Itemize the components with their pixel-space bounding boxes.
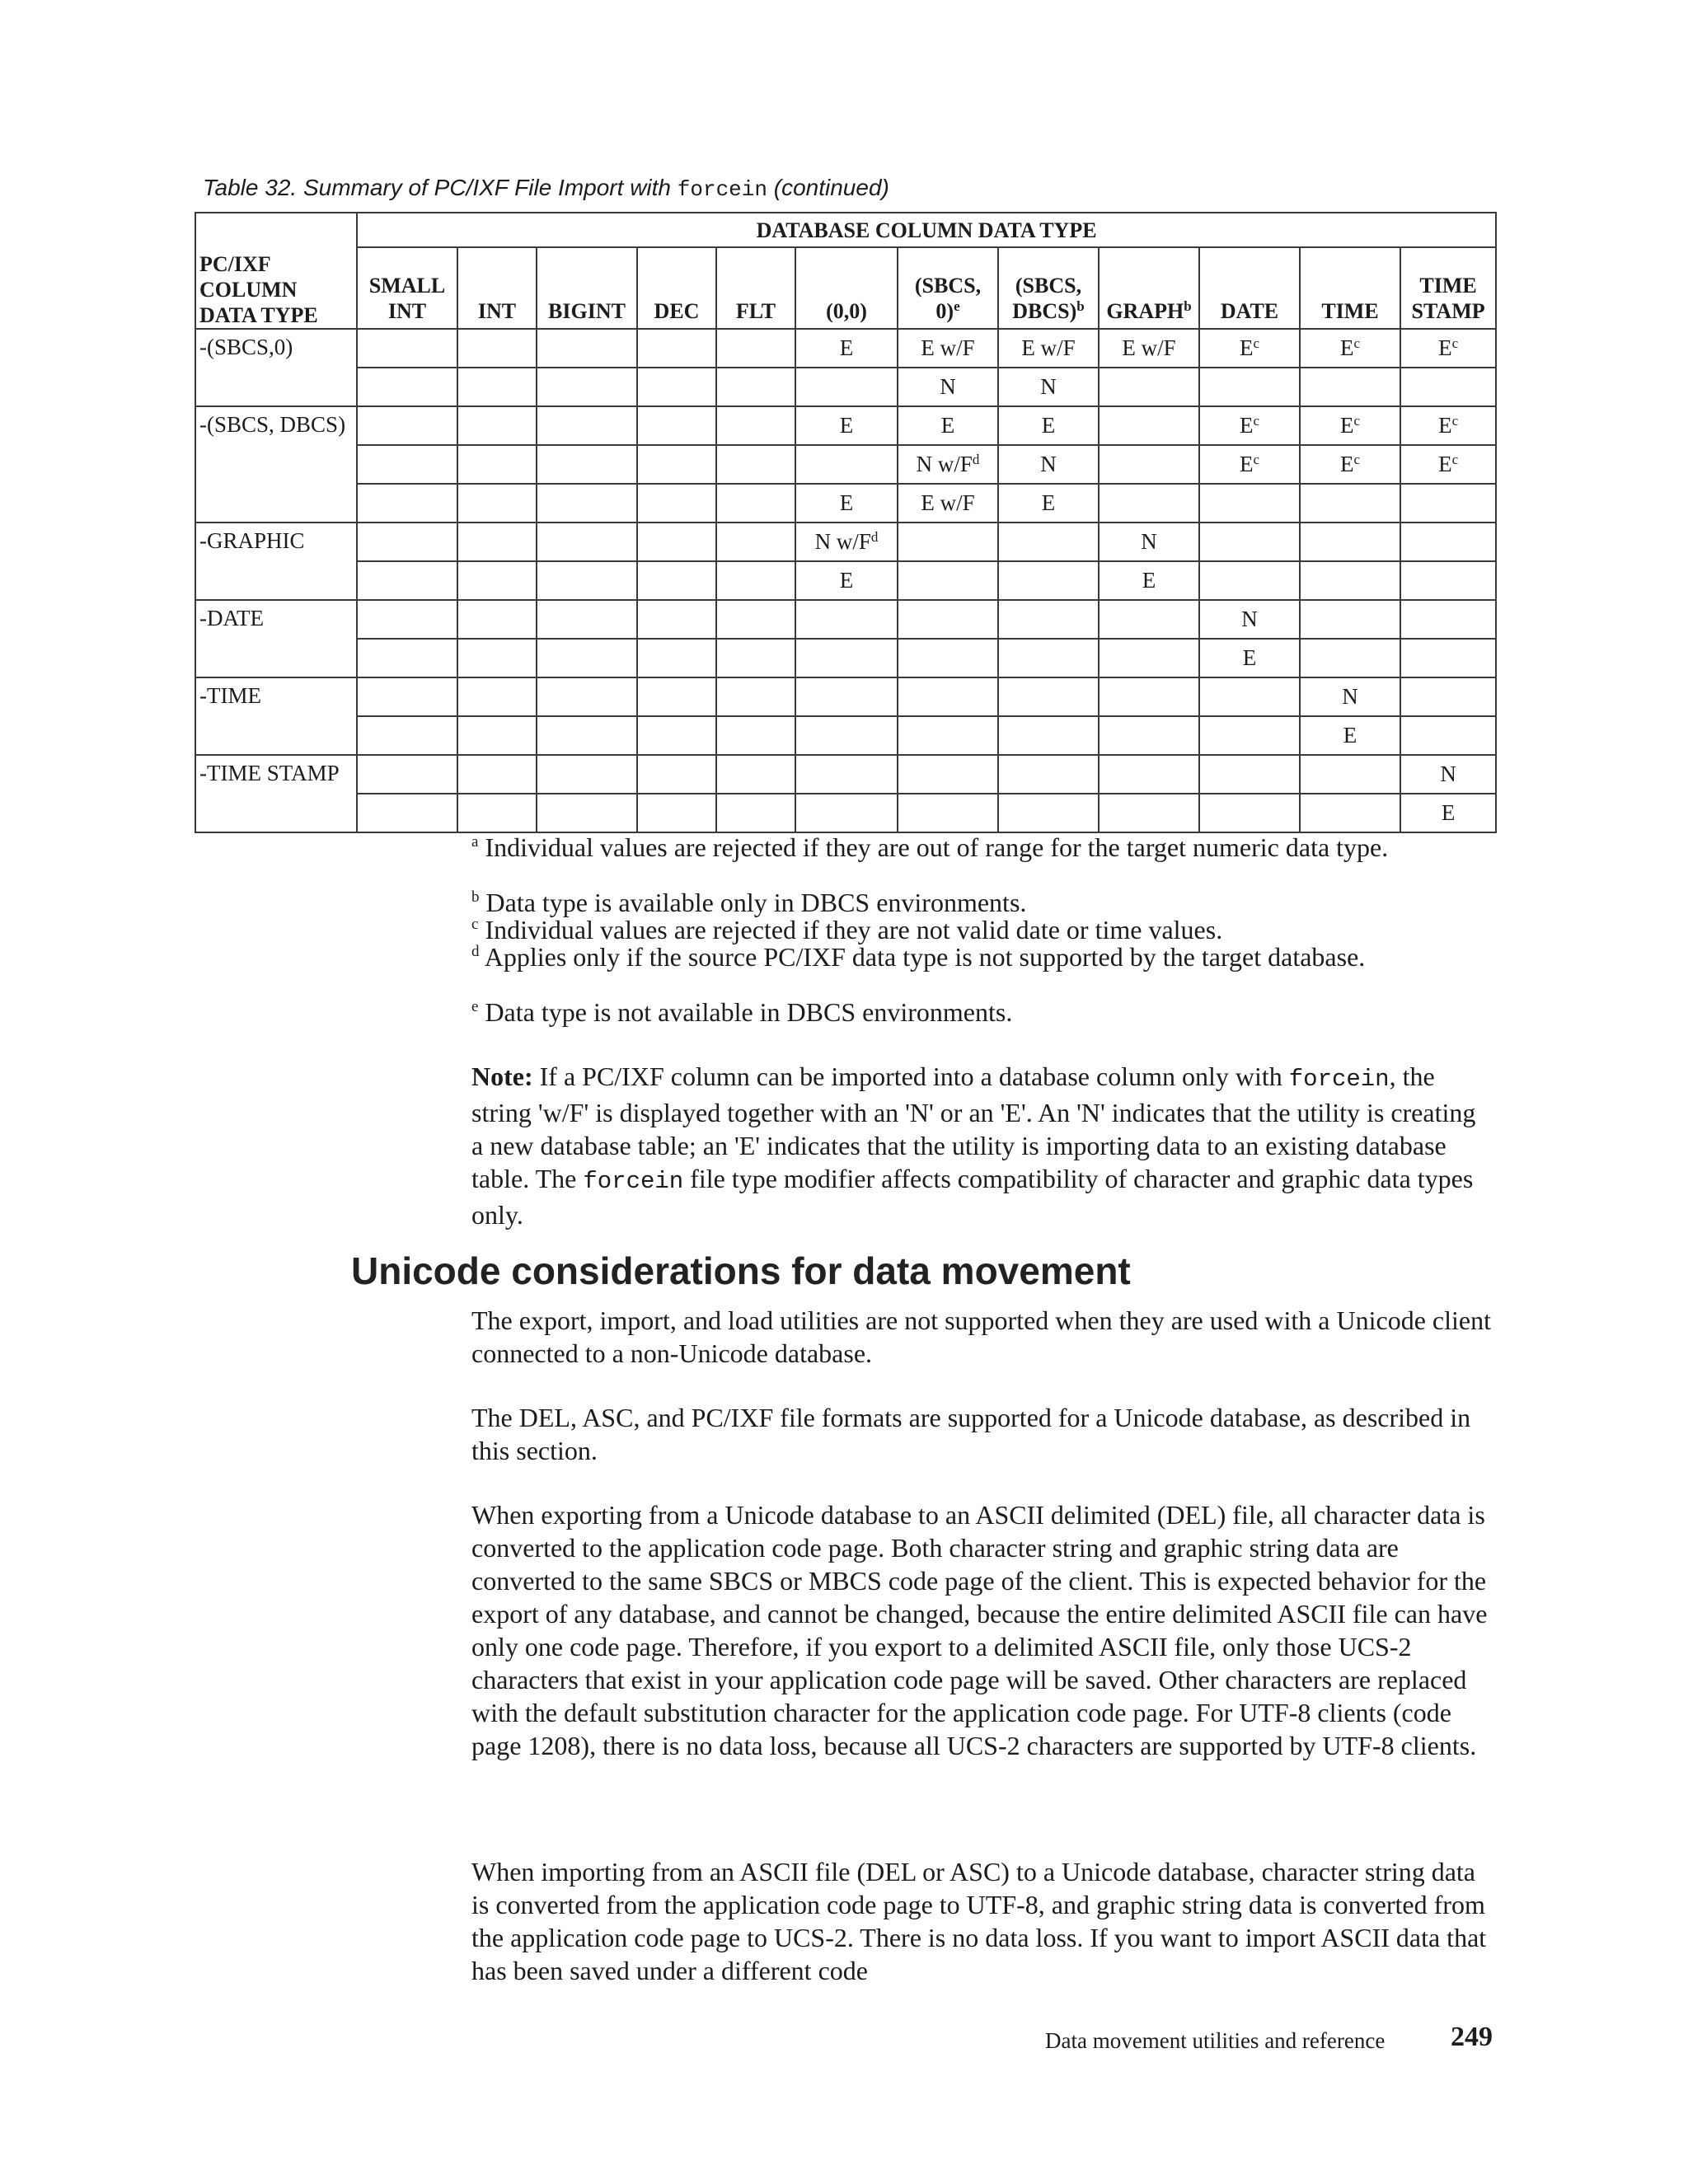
table-cell: E: [1099, 561, 1199, 600]
row-label: -TIME: [195, 677, 357, 755]
column-header: INT: [457, 247, 537, 329]
table-row: [195, 406, 1496, 445]
table-cell: [537, 329, 637, 368]
table-cell: [898, 677, 998, 716]
table-cell: [457, 368, 537, 406]
table-cell: [898, 755, 998, 794]
column-header: SMALL INT: [357, 247, 457, 329]
caption-prefix: Table 32. Summary of PC/IXF File Import with: [203, 175, 678, 200]
table-cell: [457, 755, 537, 794]
table-cell: [898, 716, 998, 755]
table-cell: [716, 406, 795, 445]
column-header: DATE: [1199, 247, 1300, 329]
caption-suffix: (continued): [767, 175, 889, 200]
column-header: (SBCS, 0)$^e$: [898, 247, 998, 329]
table-cell: [357, 600, 457, 639]
table-cell: [537, 677, 637, 716]
table-cell: [898, 561, 998, 600]
table-cell: [716, 523, 795, 561]
table-cell: [1199, 523, 1300, 561]
table-cell: [637, 639, 716, 677]
table-row: [195, 523, 1496, 561]
row-label: -(SBCS,0): [195, 329, 357, 406]
table-cell: [1199, 677, 1300, 716]
table-cell: [1199, 755, 1300, 794]
table-cell: [1300, 484, 1400, 523]
table-cell: N $w/F^d$: [898, 445, 998, 484]
table-cell: $E^c$: [1400, 406, 1496, 445]
table-cell: E: [998, 484, 1099, 523]
column-header: DEC: [637, 247, 716, 329]
footnote-e: $^e$ Data type is not available in DBCS environments.: [471, 997, 1013, 1027]
table-cell: E: [795, 406, 898, 445]
table-cell: [795, 755, 898, 794]
table-body: [195, 329, 1496, 832]
table-row: [195, 445, 1496, 484]
table-cell: [1400, 639, 1496, 677]
table-cell: [1099, 716, 1199, 755]
table-cell: [1199, 561, 1300, 600]
page-number: 249: [1451, 2022, 1493, 2052]
table-cell: [1300, 755, 1400, 794]
table-row: [195, 794, 1496, 832]
table-cell: N: [998, 368, 1099, 406]
table-cell: [998, 523, 1099, 561]
table-cell: [457, 677, 537, 716]
table-cell: N: [1099, 523, 1199, 561]
table-cell: [716, 368, 795, 406]
import-summary-table: [195, 212, 1497, 833]
table-row: [195, 329, 1496, 368]
table-cell: $E^c$: [1300, 445, 1400, 484]
table-cell: [1300, 368, 1400, 406]
table-cell: N: [998, 445, 1099, 484]
table-cell: [1199, 716, 1300, 755]
column-header: FLT: [716, 247, 795, 329]
table-cell: [1400, 523, 1496, 561]
table-cell: [998, 600, 1099, 639]
body-paragraph: When importing from an ASCII file (DEL or ASC) to a Unicode database, character string data is converted from the application code page to UTF-8, and graphic string data is converted from the application code page to UCS-2. There is no data loss. If you want to import ASCII data that has been saved under a different code: [471, 1857, 1487, 1985]
table-cell: [357, 755, 457, 794]
row-label: -TIME STAMP: [195, 755, 357, 832]
corner-header: PC/IXF COLUMN DATA TYPE: [195, 213, 357, 329]
table-row: [195, 600, 1496, 639]
table-cell: [537, 639, 637, 677]
table-cell: [457, 639, 537, 677]
table-cell: [1400, 600, 1496, 639]
table-cell: [1099, 794, 1199, 832]
table-cell: [795, 445, 898, 484]
table-cell: [1199, 368, 1300, 406]
table-cell: E w/F: [998, 329, 1099, 368]
table-cell: [1400, 368, 1496, 406]
table-cell: $E^c$: [1199, 406, 1300, 445]
table-cell: [716, 755, 795, 794]
table-cell: [637, 368, 716, 406]
table-cell: [998, 794, 1099, 832]
table-cell: [357, 639, 457, 677]
table-cell: [537, 561, 637, 600]
table-cell: [357, 368, 457, 406]
table-cell: E w/F: [1099, 329, 1199, 368]
table-cell: [357, 445, 457, 484]
table-cell: E: [898, 406, 998, 445]
table-cell: E: [1199, 639, 1300, 677]
table-cell: $E^c$: [1300, 406, 1400, 445]
table-cell: [537, 523, 637, 561]
table-cell: [716, 561, 795, 600]
table-cell: [898, 523, 998, 561]
row-label: -DATE: [195, 600, 357, 677]
table-cell: [1099, 677, 1199, 716]
table-cell: [357, 716, 457, 755]
table-cell: [537, 755, 637, 794]
table-cell: E: [998, 406, 1099, 445]
table-cell: [457, 561, 537, 600]
table-cell: [537, 794, 637, 832]
table-cell: [898, 794, 998, 832]
table-cell: [457, 523, 537, 561]
table-cell: [637, 561, 716, 600]
table-cell: [357, 406, 457, 445]
column-header: (0,0): [795, 247, 898, 329]
table-cell: [357, 794, 457, 832]
table-cell: [795, 716, 898, 755]
table-cell: [716, 329, 795, 368]
table-row: [195, 484, 1496, 523]
column-header: TIME: [1300, 247, 1400, 329]
table-cell: [457, 406, 537, 445]
column-header: BIGINT: [537, 247, 637, 329]
table-cell: [716, 600, 795, 639]
table-cell: [637, 329, 716, 368]
table-cell: [1099, 600, 1199, 639]
footnote-c: $^c$ Individual values are rejected if they are not valid date or time values.: [471, 915, 1223, 944]
table-cell: [637, 600, 716, 639]
row-label: -(SBCS, DBCS): [195, 406, 357, 523]
table-cell: [795, 639, 898, 677]
table-cell: [357, 677, 457, 716]
caption-code: forcein: [677, 177, 767, 202]
table-cell: [1099, 368, 1199, 406]
table-cell: [795, 600, 898, 639]
table-cell: [537, 716, 637, 755]
table-cell: [1300, 523, 1400, 561]
table-cell: E: [1400, 794, 1496, 832]
section-heading: Unicode considerations for data movement: [351, 1249, 1131, 1292]
table-cell: [457, 600, 537, 639]
table-cell: [1400, 484, 1496, 523]
table-cell: [716, 445, 795, 484]
table-cell: [357, 484, 457, 523]
table-cell: [1300, 639, 1400, 677]
table-cell: [1400, 716, 1496, 755]
table-cell: [637, 755, 716, 794]
footnote-b: $^b$ Data type is available only in DBCS environments.: [471, 888, 1027, 917]
table-cell: [537, 445, 637, 484]
table-cell: [795, 677, 898, 716]
column-header: (SBCS, DBCS)$^b$: [998, 247, 1099, 329]
table-cell: [1400, 561, 1496, 600]
table-cell: [898, 639, 998, 677]
row-label: -GRAPHIC: [195, 523, 357, 600]
table-cell: [998, 639, 1099, 677]
table-cell: [998, 755, 1099, 794]
table-cell: E: [1300, 716, 1400, 755]
table-cell: [716, 484, 795, 523]
table-cell: $E^c$: [1400, 445, 1496, 484]
table-cell: [998, 677, 1099, 716]
table-cell: [1099, 755, 1199, 794]
table-cell: $E^c$: [1400, 329, 1496, 368]
table-cell: E w/F: [898, 329, 998, 368]
table-row: [195, 561, 1496, 600]
table-cell: [1099, 445, 1199, 484]
table-cell: [1199, 484, 1300, 523]
table-cell: [795, 794, 898, 832]
note-paragraph: Note: If a PC/IXF column can be imported into a database column only with forcein, the string 'w/F' is displayed together with an 'N' or an 'E'. An 'N' indicates that the utility is creating a new database table; an 'E' indicates that the utility is importing data to an existing database table. The forcein file type modifier affects compatibility of character and graphic data types only.: [471, 1062, 1476, 1230]
table-cell: [1400, 677, 1496, 716]
table-cell: [457, 794, 537, 832]
table-cell: N: [1400, 755, 1496, 794]
table-cell: [795, 368, 898, 406]
table-cell: [716, 716, 795, 755]
table-row: [195, 639, 1496, 677]
footnote-d: $^d$ Applies only if the source PC/IXF data type is not supported by the target database.: [471, 942, 1366, 972]
table-cell: E: [795, 329, 898, 368]
body-paragraph: The export, import, and load utilities are not supported when they are used with a Unicode client connected to a non-Unicode database.: [471, 1305, 1491, 1368]
table-cell: [637, 406, 716, 445]
table-cell: N: [1300, 677, 1400, 716]
table-cell: [1099, 484, 1199, 523]
footer-title: Data movement utilities and reference: [1045, 2028, 1386, 2053]
table-cell: [537, 484, 637, 523]
table-cell: [716, 639, 795, 677]
table-cell: [1300, 794, 1400, 832]
table-cell: [457, 329, 537, 368]
table-cell: [537, 406, 637, 445]
table-cell: [457, 716, 537, 755]
table-cell: $E^c$: [1199, 445, 1300, 484]
table-cell: N: [898, 368, 998, 406]
group-header: DATABASE COLUMN DATA TYPE: [357, 213, 1496, 247]
table-cell: [357, 329, 457, 368]
table-cell: [357, 561, 457, 600]
table-cell: E w/F: [898, 484, 998, 523]
table-cell: [1099, 639, 1199, 677]
column-header: TIME STAMP: [1400, 247, 1496, 329]
table-cell: [637, 484, 716, 523]
table-cell: [457, 445, 537, 484]
table-cell: [357, 523, 457, 561]
table-row: [195, 368, 1496, 406]
table-cell: N: [1199, 600, 1300, 639]
table-cell: [637, 677, 716, 716]
body-paragraph: When exporting from a Unicode database to an ASCII delimited (DEL) file, all character data is converted to the application code page. Both character string and graphic string data are converted to the same SBCS or MBCS code page of the client. This is expected behavior for the export of any database, and cannot be changed, because the entire delimited ASCII file can have only one code page. Therefore, if you export to a delimited ASCII file, only those UCS-2 characters that exist in your application code page will be saved. Other characters are replaced with the default substitution character for the application code page. For UTF-8 clients (code page 1208), there is no data loss, because all UCS-2 characters are supported by UTF-8 clients.: [471, 1500, 1488, 1760]
table-row: [195, 677, 1496, 716]
table-row: [195, 755, 1496, 794]
table-cell: [637, 716, 716, 755]
table-cell: [1300, 600, 1400, 639]
table-row: [195, 716, 1496, 755]
table-cell: [637, 523, 716, 561]
table-cell: [1199, 794, 1300, 832]
table-cell: $E^c$: [1199, 329, 1300, 368]
table-cell: [1099, 406, 1199, 445]
table-cell: [637, 794, 716, 832]
body-paragraph: The DEL, ASC, and PC/IXF file formats are supported for a Unicode database, as described in this section.: [471, 1403, 1471, 1465]
table-cell: [998, 561, 1099, 600]
table-cell: [998, 716, 1099, 755]
table-cell: [898, 600, 998, 639]
table-cell: [716, 677, 795, 716]
table-caption: [203, 175, 889, 202]
table-cell: [457, 484, 537, 523]
table-cell: [637, 445, 716, 484]
table-cell: [716, 794, 795, 832]
footnote-a: $^a$ Individual values are rejected if they are out of range for the target numeric data type.: [471, 832, 1389, 862]
table-cell: N $w/F^d$: [795, 523, 898, 561]
table-cell: [537, 600, 637, 639]
table-cell: [537, 368, 637, 406]
table-cell: [1300, 561, 1400, 600]
column-header: GRAPH$^b$: [1099, 247, 1199, 329]
table-cell: E: [795, 561, 898, 600]
table-cell: E: [795, 484, 898, 523]
table-cell: $E^c$: [1300, 329, 1400, 368]
